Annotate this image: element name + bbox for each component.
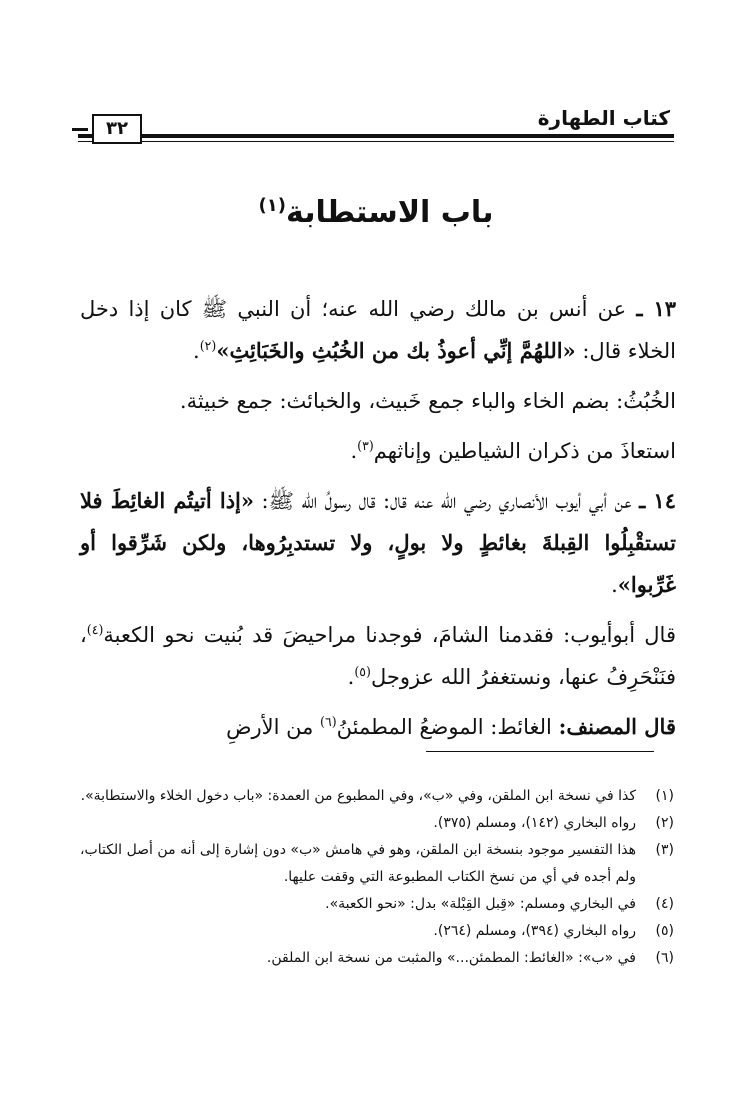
footnote-text: في «ب»: «الغائط: المطمئن...» والمثبت من نسخة ابن الملقن. (266, 950, 636, 966)
footnote-text: هذا التفسير موجود بنسخة ابن الملقن، وهو في هامش «ب» دون إشارة إلى أنه من أصل الكتاب، ولم أجده في أي من نسخ الكتاب المطبوعة التي وقفت عليها. (80, 842, 636, 885)
hadith-13-explanation-1: الخُبُثُ: بضم الخاء والباء جمع خَبيث، والخبائث: جمع خبيثة. (179, 389, 676, 413)
main-text (80, 288, 676, 756)
footnote-text: رواه البخاري (١٤٢)، ومسلم (٣٧٥). (433, 815, 636, 831)
footnote-number: (٥) (655, 923, 674, 939)
footnote-text: رواه البخاري (٣٩٤)، ومسلم (٢٦٤). (433, 923, 636, 939)
hadith-13-quote: «اللهُمَّ إنِّي أعوذُ بك من الخُبُثِ والخَبَائِثِ» (216, 338, 576, 363)
hadith-14-narration (80, 614, 676, 698)
footnote-number: (٦) (655, 950, 674, 966)
header-rule-thick (78, 134, 674, 138)
hadith-14-narration-part2: ، فنَنْحَرِفُ عنها، ونستغفرُ الله عزوجل (80, 623, 676, 689)
hadith-14-narration-mark2: (٥) (354, 664, 371, 679)
hadith-14-intro: عن أبي أيوب الأنصاري رضي الله عنه قال: قال رسولُ الله ﷺ: (261, 489, 632, 513)
header-rule-thin (78, 141, 674, 142)
hadith-14-number: ١٤ ـ (639, 488, 676, 513)
hadith-14-quote: «إذا أتيتُم الغائِطَ فلا تستقْبِلُوا القِبلةَ بغائطٍ ولا بولٍ، ولا تستدبِرُوها، ولكن شَرِّقوا أو غَرِّبوا» (80, 488, 676, 597)
chapter-title (78, 195, 674, 230)
footnote-number: (١) (655, 788, 674, 804)
footnote-number: (٤) (655, 896, 674, 912)
footnote-item (80, 891, 674, 918)
hadith-13-footnote-mark: (٢) (199, 338, 217, 353)
footnotes (80, 783, 674, 972)
footnote-number: (٢) (655, 815, 674, 831)
hadith-13-number: ١٣ ـ (636, 296, 676, 321)
author-label: قال المصنف: (558, 714, 676, 739)
hadith-13-intro: عن أنس بن مالك رضي الله عنه؛ أن النبي ﷺ كان إذا دخل الخلاء قال: (80, 297, 676, 363)
hadith-14-narration-end: . (347, 665, 355, 689)
chapter-footnote-mark: (١) (258, 195, 287, 216)
running-header (78, 100, 674, 144)
footnote-item (80, 945, 674, 972)
footnote-item (80, 918, 674, 945)
footnote-item (80, 810, 674, 837)
footnote-number: (٣) (655, 842, 674, 858)
hadith-13-explanation-2 (80, 430, 676, 472)
chapter-title-text: باب الاستطابة (286, 195, 494, 230)
hadith-13-explanation-2-end: . (350, 439, 358, 463)
author-text-part2: من الأرضِ (226, 715, 314, 739)
author-mark: (٦) (320, 714, 337, 729)
author-note (80, 706, 676, 748)
hadith-13-explanation-2-mark: (٣) (357, 438, 374, 453)
hadith-14-narration-part1: قال أبوأيوب: فقدمنا الشامَ، فوجدنا مراحيضَ قد بُنيت نحو الكعبة (103, 623, 676, 647)
hadith-14 (80, 480, 676, 606)
footnote-item (80, 837, 674, 891)
author-text-part1: الغائط: الموضعُ المطمئنُ (336, 715, 552, 739)
page-number: ٣٢ (92, 114, 142, 144)
hadith-13-explanation-2-text: استعاذَ من ذكران الشياطين وإناثهم (373, 439, 676, 463)
book-title: كتاب الطهارة (537, 106, 670, 130)
hadith-13-end: . (193, 339, 200, 363)
header-dash-mark (72, 128, 88, 131)
footnote-separator (426, 751, 654, 752)
hadith-14-narration-mark1: (٤) (86, 622, 104, 637)
footnote-text: كذا في نسخة ابن الملقن، وفي «ب»، وفي المطبوع من العمدة: «باب دخول الخلاء والاستطابة». (80, 788, 636, 804)
footnote-item (80, 783, 674, 810)
hadith-14-quote-end: . (611, 573, 618, 597)
footnote-text: في البخاري ومسلم: «قِبل القِبْلة» بدل: «نحو الكعبة». (325, 896, 636, 912)
hadith-13 (80, 288, 676, 372)
